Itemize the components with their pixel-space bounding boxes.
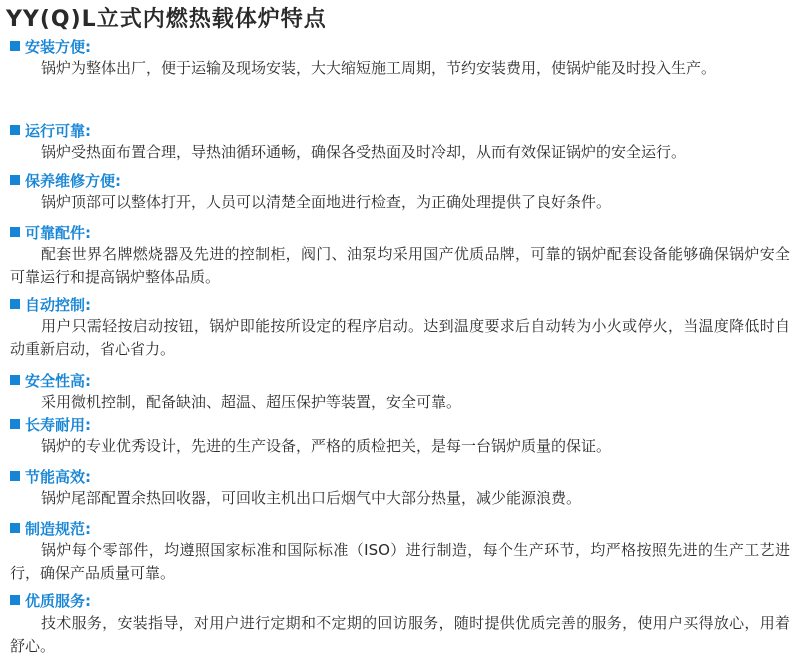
section-heading: 自动控制: — [25, 295, 91, 314]
section-text: 用户只需轻按启动按钮，锅炉即能按所设定的程序启动。达到温度要求后自动转为小火或停火，当温度降低时自动重新启动，省心省力。 — [10, 317, 790, 358]
section-text: 锅炉为整体出厂，便于运输及现场安装，大大缩短施工周期，节约安装费用，使锅炉能及时投入生产。 — [41, 59, 717, 77]
section-text: 配套世界名牌燃烧器及先进的控制柜，阀门、油泵均采用国产优质品牌，可靠的锅炉配套设备能够确保锅炉安全可靠运行和提高锅炉整体品质。 — [10, 245, 790, 286]
section-text: 锅炉的专业优秀设计，先进的生产设备，严格的质检把关，是每一台锅炉质量的保证。 — [41, 437, 612, 455]
section-text: 采用微机控制，配备缺油、超温、超压保护等装置，安全可靠。 — [41, 393, 462, 411]
page-title: YY(Q)L立式内燃热载体炉特点 — [6, 7, 327, 32]
section-heading: 运行可靠: — [25, 121, 91, 140]
section-text: 技术服务，安装指导，对用户进行定期和不定期的回访服务，随时提供优质完善的服务，使用户买得放心，用着舒心。 — [10, 614, 790, 655]
square-bullet-icon — [10, 419, 20, 429]
square-bullet-icon — [10, 471, 20, 481]
square-bullet-icon — [10, 375, 20, 385]
section-heading: 可靠配件: — [25, 223, 91, 242]
section-heading: 优质服务: — [25, 591, 91, 610]
square-bullet-icon — [10, 227, 20, 237]
section-text: 锅炉受热面布置合理，导热油循环通畅，确保各受热面及时冷却，从而有效保证锅炉的安全运行。 — [41, 143, 687, 161]
section-text: 锅炉尾部配置余热回收器，可回收主机出口后烟气中大部分热量，减少能源浪费。 — [41, 489, 582, 507]
square-bullet-icon — [10, 125, 20, 135]
section-text: 锅炉顶部可以整体打开，人员可以清楚全面地进行检查，为正确处理提供了良好条件。 — [41, 193, 612, 211]
square-bullet-icon — [10, 175, 20, 185]
section-heading: 安全性高: — [25, 371, 91, 390]
section-heading: 长寿耐用: — [25, 415, 91, 434]
section-heading: 安装方便: — [25, 37, 91, 56]
section-text: 锅炉每个零部件，均遵照国家标准和国际标准（ISO）进行制造，每个生产环节，均严格按照先进的生产工艺进行，确保产品质量可靠。 — [10, 541, 790, 582]
square-bullet-icon — [10, 41, 20, 51]
square-bullet-icon — [10, 523, 20, 533]
section-heading: 保养维修方便: — [25, 171, 121, 190]
square-bullet-icon — [10, 595, 20, 605]
section-heading: 制造规范: — [25, 519, 91, 538]
square-bullet-icon — [10, 299, 20, 309]
section-heading: 节能高效: — [25, 467, 91, 486]
